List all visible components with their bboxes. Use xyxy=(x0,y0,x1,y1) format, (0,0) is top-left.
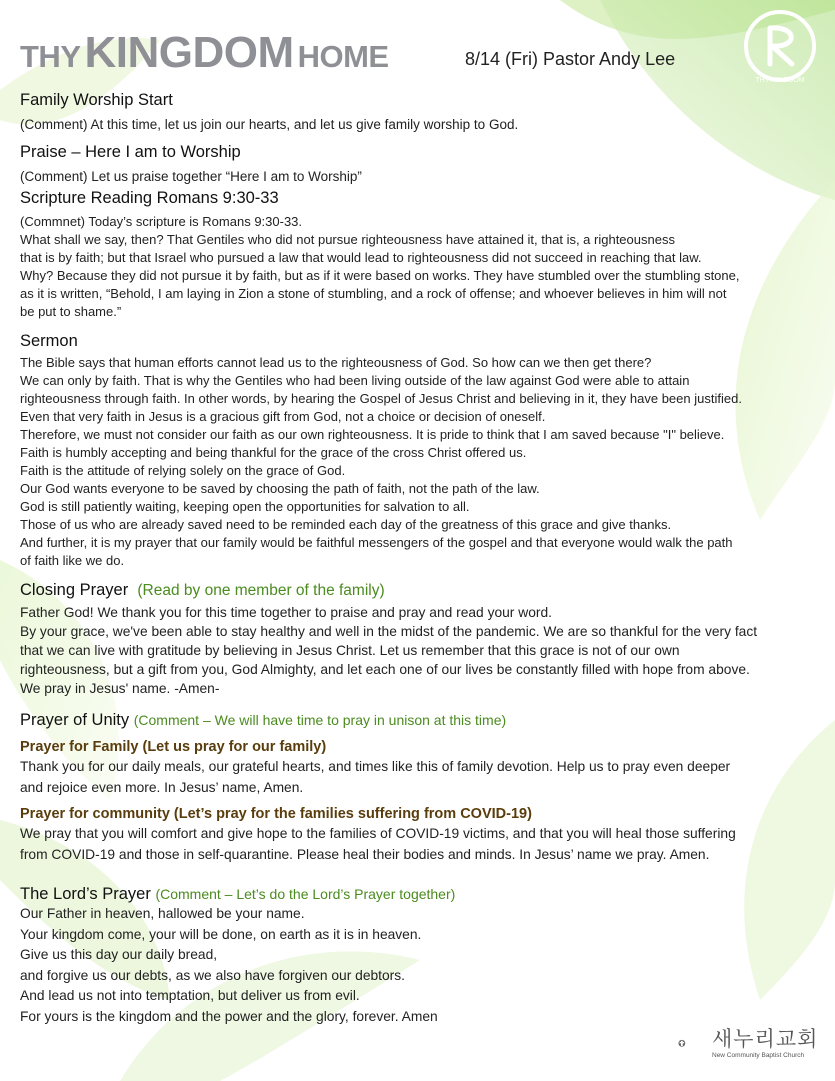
prayer-family-text xyxy=(20,757,828,798)
closing-prayer-title: Closing Prayer xyxy=(20,581,129,599)
lords-prayer-title: The Lord’s Prayer xyxy=(20,885,151,903)
closing-prayer-line: Father God! We thank you for this time together to praise and pray and read your word. xyxy=(20,605,552,620)
scripture-line: Why? Because they did not pursue it by faith, but as if it were based on works. They have stumbled over the stumbling stone, xyxy=(20,268,740,283)
brand-kingdom: KINGDOM xyxy=(84,28,294,77)
brand-title xyxy=(20,28,389,78)
sermon-line: God is still patiently waiting, keeping open the opportunities for salvation to all. xyxy=(20,499,470,514)
sermon-line: Even that very faith in Jesus is a gracious gift from God, not a choice or decision of oneself. xyxy=(20,409,546,424)
logo-caption: THY KINGDOM xyxy=(755,77,805,84)
prayer-unity-note: (Comment – We will have time to pray in unison at this time) xyxy=(133,712,507,728)
section-title-scripture: Scripture Reading Romans 9:30-33 xyxy=(20,189,279,207)
praise-comment: (Comment) Let us praise together “Here I am to Worship” xyxy=(20,169,362,184)
section-title-praise: Praise – Here I am to Worship xyxy=(20,143,241,161)
lords-prayer-line: Our Father in heaven, hallowed be your name. xyxy=(20,906,305,921)
prayer-family-title: Prayer for Family (Let us pray for our family) xyxy=(20,739,327,755)
lords-prayer-line: And lead us not into temptation, but deliver us from evil. xyxy=(20,988,360,1003)
closing-prayer-line: that we can live with gratitude by believing in Jesus Christ. Let us remember that this grace is not of our own xyxy=(20,643,680,658)
prayer-unity-title: Prayer of Unity xyxy=(20,711,130,729)
brand-thy: THY xyxy=(20,39,81,74)
section-title-prayer-unity xyxy=(20,710,828,730)
brand-home: HOME xyxy=(297,39,389,74)
prayer-community-line: We pray that you will comfort and give hope to the families of COVID-19 victims, and that you will heal those suffering xyxy=(20,826,736,841)
sermon-line: Faith is the attitude of relying solely on the grace of God. xyxy=(20,463,346,478)
sermon-line: And further, it is my prayer that our family would be faithful messengers of the gospel and that everyone would walk the path xyxy=(20,535,733,550)
closing-prayer-note: (Read by one member of the family) xyxy=(137,582,385,599)
scripture-line: What shall we say, then? That Gentiles who did not pursue righteousness have attained it, that is, a righteousness xyxy=(20,232,675,247)
sermon-line: of faith like we do. xyxy=(20,553,125,568)
thy-kingdom-logo-icon xyxy=(740,6,820,86)
section-title-worship-start: Family Worship Start xyxy=(20,91,173,109)
scripture-line: (Commnet) Today’s scripture is Romans 9:30-33. xyxy=(20,214,303,229)
scripture-line: as it is written, “Behold, I am laying in Zion a stone of stumbling, and a rock of offense; and whoever believes in him will not xyxy=(20,286,727,301)
closing-prayer-line: We pray in Jesus' name. -Amen- xyxy=(20,681,220,696)
church-name-english: New Community Baptist Church xyxy=(712,1052,805,1059)
sermon-text xyxy=(20,354,828,570)
closing-prayer-line: righteousness, but a gift from you, God Almighty, and let each one of our lives be constantly filled with hope from above. xyxy=(20,662,750,677)
lords-prayer-note: (Comment – Let’s do the Lord’s Prayer together) xyxy=(155,886,456,902)
praise-section xyxy=(20,142,828,190)
worship-start-section xyxy=(20,90,828,150)
sermon-line: Faith is humbly accepting and being thankful for the grace of the cross Christ offered us. xyxy=(20,445,527,460)
sermon-section xyxy=(20,331,828,570)
lords-prayer-line: and forgive us our debts, as we also have forgiven our debtors. xyxy=(20,967,406,983)
closing-prayer-line: By your grace, we've been able to stay healthy and well in the midst of the pandemic. We are so thankful for the very fact xyxy=(20,624,758,639)
sermon-line: Our God wants everyone to be saved by choosing the path of faith, not the path of the law. xyxy=(20,481,540,496)
worship-start-comment: (Comment) At this time, let us join our hearts, and let us give family worship to God. xyxy=(20,117,519,132)
church-logo-icon xyxy=(678,1027,712,1061)
section-title-sermon: Sermon xyxy=(20,332,78,350)
main-content xyxy=(20,90,828,1027)
lords-prayer-section xyxy=(20,884,828,1027)
closing-prayer-text xyxy=(20,603,828,698)
scripture-text xyxy=(20,213,828,321)
prayer-family-line: Thank you for our daily meals, our grateful hearts, and times like this of family devotion. Help us to pray even deeper xyxy=(20,759,731,774)
section-title-closing-prayer xyxy=(20,580,828,601)
prayer-community-line: from COVID-19 and those in self-quarantine. Please heal their bodies and minds. In Jesus’ name we pray. Amen. xyxy=(20,846,710,862)
sermon-line: Therefore, we must not consider our faith as our own righteousness. It is pride to think that I am saved because "I" believe. xyxy=(20,427,725,442)
sermon-line: We can only by faith. That is why the Gentiles who had been living outside of the law against God were able to attain xyxy=(20,373,690,388)
prayer-community-text xyxy=(20,824,828,865)
prayer-unity-section xyxy=(20,710,828,865)
lords-prayer-text xyxy=(20,904,828,1027)
lords-prayer-line: For yours is the kingdom and the power and the glory, forever. Amen xyxy=(20,1008,438,1024)
scripture-line: be put to shame.” xyxy=(20,304,122,319)
prayer-family-line: and rejoice even more. In Jesus’ name, Amen. xyxy=(20,779,304,795)
scripture-section xyxy=(20,188,828,321)
prayer-community-title: Prayer for community (Let’s pray for the families suffering from COVID-19) xyxy=(20,806,532,822)
sermon-line: righteousness through faith. In other words, by hearing the Gospel of Jesus Christ and believing in it, they have been justified. xyxy=(20,391,742,406)
section-title-lords-prayer xyxy=(20,884,828,904)
church-name-korean: 새누리교회 xyxy=(712,1028,819,1051)
sermon-line: Those of us who are already saved need to be reminded each day of the greatness of this grace and give thanks. xyxy=(20,517,672,532)
date-pastor: 8/14 (Fri) Pastor Andy Lee xyxy=(465,49,676,69)
closing-prayer-section xyxy=(20,580,828,698)
scripture-line: that is by faith; but that Israel who pursued a law that would lead to righteousness did not succeed in reaching that law. xyxy=(20,250,702,265)
sermon-line: The Bible says that human efforts cannot lead us to the righteousness of God. So how can we then get there? xyxy=(20,355,652,370)
lords-prayer-line: Give us this day our daily bread, xyxy=(20,947,218,962)
lords-prayer-line: Your kingdom come, your will be done, on earth as it is in heaven. xyxy=(20,926,422,942)
